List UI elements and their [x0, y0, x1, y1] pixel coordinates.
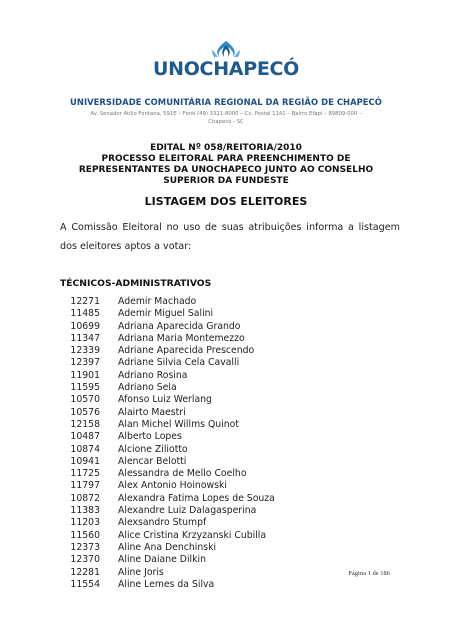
edital-title-line-3: SUPERIOR DA FUNDESTE: [163, 176, 289, 186]
unochapeco-logo: [0, 40, 452, 79]
address-block: [60, 110, 392, 126]
voter-id: 11797: [70, 480, 100, 492]
list-item: [60, 517, 390, 529]
address-line-1: Av. Senador Atílio Fontana, 591E – Fone (49) 3321-8000 – Cx. Postal 1141 – Bairro Efapi – 89809-000 –: [90, 111, 362, 117]
list-item: [60, 308, 390, 320]
voter-name: Afonso Luiz Werlang: [118, 394, 212, 406]
voter-id: 11485: [70, 308, 100, 320]
list-item: [60, 444, 390, 456]
voter-id: 12158: [70, 418, 100, 430]
university-name: UNIVERSIDADE COMUNITÁRIA REGIONAL DA REGIÃO DE CHAPECÓ: [70, 97, 382, 107]
voter-id: 11554: [70, 578, 100, 590]
list-item: [60, 407, 390, 419]
voter-id: 12271: [70, 296, 100, 307]
edital-title-line-2: REPRESENTANTES DA UNOCHAPECO JUNTO AO CONSELHO: [78, 165, 374, 175]
voter-id: 10570: [70, 394, 100, 406]
voter-id: 10872: [70, 492, 100, 504]
list-item: [60, 542, 390, 554]
voter-name: Adriana Maria Montemezzo: [118, 332, 245, 344]
voter-id: 10487: [70, 431, 100, 443]
voter-name: Alexandre Luiz Dalagasperina: [118, 505, 257, 517]
edital-heading: [40, 143, 412, 187]
list-item: [60, 357, 390, 369]
voter-name: Adriane Silvia Cela Cavalli: [118, 357, 240, 369]
voter-id: 10941: [70, 455, 100, 467]
flame-emblem-icon: [206, 40, 246, 58]
listing-title: LISTAGEM DOS ELEITORES: [144, 195, 308, 208]
voter-name: Alexandra Fatima Lopes de Souza: [118, 492, 275, 504]
voter-name: Adriane Aparecida Prescendo: [118, 345, 255, 357]
voter-name: Alairto Maestri: [118, 406, 186, 418]
list-item: [60, 493, 390, 505]
logo-wordmark: UNOCHAPECÓ: [152, 58, 300, 80]
page-number: Página 1 de 186: [348, 570, 390, 577]
voter-name: Adriano Sela: [118, 382, 177, 394]
list-item: [60, 480, 390, 492]
voter-name: Alcione Ziliotto: [118, 443, 188, 455]
voter-list: [60, 296, 390, 591]
list-item: [60, 345, 390, 357]
voter-name: Aline Lemes da Silva: [118, 578, 215, 590]
voter-id: 11203: [70, 517, 100, 529]
address-line-2: Chapecó - SC: [208, 119, 244, 125]
intro-paragraph: A Comissão Eleitoral no uso de suas atribuições informa a listagem dos eleitores aptos a votar:: [60, 222, 400, 252]
voter-name: Alan Michel Willms Quinot: [118, 418, 239, 430]
voter-id: 10874: [70, 443, 100, 455]
voter-id: 12281: [70, 566, 100, 578]
voter-name: Aline Daiane Dilkin: [118, 554, 206, 566]
voter-name: Alice Cristina Krzyzanski Cubilla: [118, 529, 267, 541]
edital-title-line-1: PROCESSO ELEITORAL PARA PREENCHIMENTO DE: [101, 154, 351, 164]
voter-id: 11901: [70, 369, 100, 381]
voter-id: 12373: [70, 541, 100, 553]
voter-name: Alencar Belotti: [118, 455, 187, 467]
list-item: [60, 468, 390, 480]
list-item: [60, 321, 390, 333]
voter-id: 12339: [70, 345, 100, 357]
list-item: [60, 333, 390, 345]
voter-id: 11383: [70, 505, 100, 517]
list-item: [60, 579, 390, 591]
list-item: [60, 505, 390, 517]
voter-name: Alexsandro Stumpf: [118, 517, 207, 529]
voter-id: 11725: [70, 468, 100, 480]
list-item: [60, 382, 390, 394]
voter-name: Alberto Lopes: [118, 431, 182, 443]
voter-name: Aline Joris: [118, 566, 164, 578]
list-item: [60, 419, 390, 431]
list-item: [60, 394, 390, 406]
voter-id: 12370: [70, 554, 100, 566]
voter-name: Ademir Machado: [118, 296, 197, 307]
list-item: [60, 431, 390, 443]
voter-id: 11595: [70, 382, 100, 394]
list-item: [60, 456, 390, 468]
list-item: [60, 554, 390, 566]
voter-id: 12397: [70, 357, 100, 369]
voter-name: Aline Ana Denchinski: [118, 541, 217, 553]
voter-id: 10576: [70, 406, 100, 418]
voter-name: Adriana Aparecida Grando: [118, 320, 241, 332]
section-title: TÉCNICOS-ADMINISTRATIVOS: [60, 278, 212, 289]
voter-id: 10699: [70, 320, 100, 332]
voter-id: 11560: [70, 529, 100, 541]
list-item: [60, 296, 390, 308]
list-item: [60, 370, 390, 382]
voter-name: Ademir Miguel Salini: [118, 308, 214, 320]
list-item: [60, 530, 390, 542]
voter-id: 11347: [70, 332, 100, 344]
voter-name: Alex Antonio Hoinowski: [118, 480, 227, 492]
voter-name: Adriano Rosina: [118, 369, 188, 381]
voter-name: Alessandra de Mello Coelho: [118, 468, 247, 480]
edital-number: EDITAL Nº 058/REITORIA/2010: [150, 143, 302, 153]
